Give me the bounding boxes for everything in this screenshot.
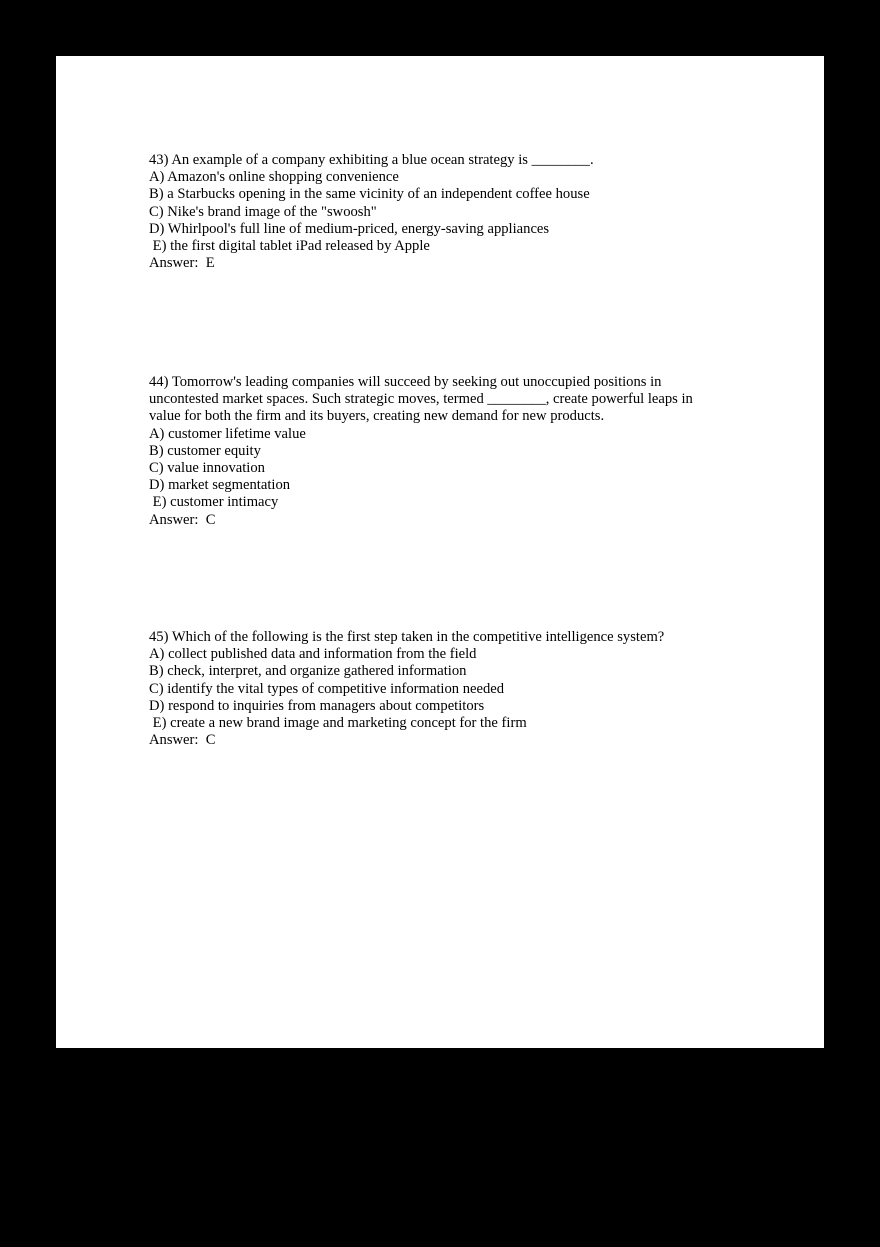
option-c (149, 681, 719, 698)
answer-value: C (205, 732, 216, 749)
question-44 (149, 374, 719, 529)
option-text: value innovation (167, 460, 265, 477)
option-letter: B) (149, 186, 164, 203)
question-stem (149, 629, 719, 646)
option-text: market segmentation (168, 477, 291, 494)
option-d (149, 698, 719, 715)
answer-line (149, 255, 719, 272)
question-number: 43) (149, 152, 169, 168)
question-43 (149, 152, 719, 272)
option-c (149, 460, 719, 477)
answer-label: Answer: (149, 255, 199, 272)
option-text: check, interpret, and organize gathered information (167, 663, 467, 680)
option-d (149, 221, 719, 238)
question-text: Tomorrow's leading companies will succeed by seeking out unoccupied positions in uncontested market spaces. Such strategic moves, termed ________, create powerful leaps in value for both the firm and its buyers, creating new demand for new products. (149, 374, 693, 425)
document-page (56, 56, 824, 1048)
option-text: Whirlpool's full line of medium-priced, energy-saving appliances (167, 220, 550, 237)
option-text: Amazon's online shopping convenience (167, 169, 399, 186)
question-number: 45) (149, 629, 169, 645)
option-e (149, 494, 719, 511)
option-letter: A) (149, 425, 165, 442)
answer-value: E (205, 255, 215, 272)
option-text: the first digital tablet iPad released by Apple (170, 238, 430, 255)
option-letter: D) (149, 697, 165, 714)
question-text: Which of the following is the first step taken in the competitive intelligence system? (171, 629, 665, 645)
option-letter: E) (152, 494, 167, 511)
question-number: 44) (149, 374, 169, 390)
option-text: a Starbucks opening in the same vicinity of an independent coffee house (167, 186, 590, 203)
option-a (149, 646, 719, 663)
question-stem (149, 152, 719, 169)
option-text: customer lifetime value (168, 425, 306, 442)
option-letter: E) (152, 715, 167, 732)
option-a (149, 426, 719, 443)
option-letter: C) (149, 680, 164, 697)
answer-line (149, 512, 719, 529)
answer-line (149, 732, 719, 749)
option-d (149, 477, 719, 494)
option-letter: B) (149, 663, 164, 680)
option-text: identify the vital types of competitive information needed (167, 680, 505, 697)
question-text: An example of a company exhibiting a blue ocean strategy is ________. (171, 152, 594, 168)
option-a (149, 169, 719, 186)
option-letter: D) (149, 477, 165, 494)
answer-label: Answer: (149, 511, 199, 528)
option-letter: B) (149, 442, 164, 459)
option-letter: C) (149, 203, 164, 220)
option-text: collect published data and information from the field (168, 646, 477, 663)
option-letter: C) (149, 460, 164, 477)
option-c (149, 204, 719, 221)
option-e (149, 238, 719, 255)
option-letter: A) (149, 169, 165, 186)
option-letter: D) (149, 220, 165, 237)
option-e (149, 715, 719, 732)
answer-label: Answer: (149, 732, 199, 749)
option-text: create a new brand image and marketing concept for the firm (170, 715, 527, 732)
option-b (149, 186, 719, 203)
option-b (149, 443, 719, 460)
option-letter: E) (152, 238, 167, 255)
option-text: customer intimacy (170, 494, 279, 511)
option-b (149, 663, 719, 680)
question-45 (149, 629, 719, 749)
question-stem (149, 374, 714, 426)
option-text: Nike's brand image of the "swoosh" (167, 203, 377, 220)
option-text: customer equity (167, 442, 261, 459)
answer-value: C (205, 511, 216, 528)
option-letter: A) (149, 646, 165, 663)
option-text: respond to inquiries from managers about competitors (168, 697, 485, 714)
